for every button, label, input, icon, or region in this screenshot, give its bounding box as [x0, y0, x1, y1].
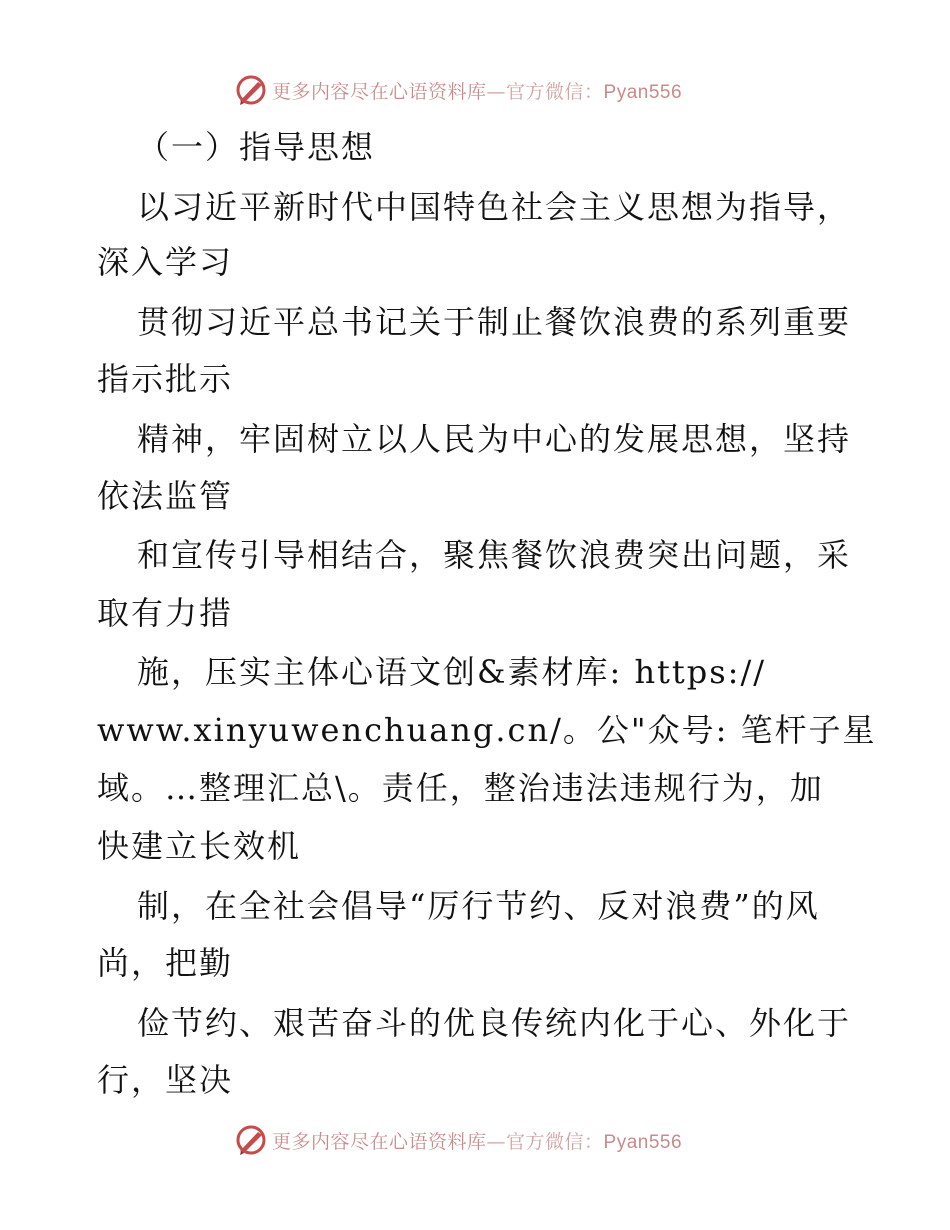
body-line-14: 尚，把勤: [97, 944, 234, 982]
header-watermark: [234, 72, 682, 108]
watermark-wechat-id: Pyan556: [603, 1131, 683, 1153]
pen-logo-icon: [234, 73, 268, 107]
body-line-2: 深入学习: [97, 243, 234, 281]
watermark-official: 官方微信：: [506, 1130, 604, 1153]
body-line-1: 以习近平新时代中国特色社会主义思想为指导，: [137, 188, 852, 226]
watermark-official: 官方微信：: [506, 80, 604, 103]
body-line-4: 指示批示: [97, 360, 234, 398]
pen-logo-icon: [234, 1123, 268, 1157]
section-heading: （一）指导思想: [137, 128, 376, 166]
watermark-dash: —: [486, 1130, 507, 1153]
watermark-wechat-id: Pyan556: [603, 81, 683, 103]
body-line-12: 快建立长效机: [97, 827, 302, 865]
watermark-dash: —: [486, 80, 507, 103]
body-line-6: 依法监管: [97, 477, 234, 515]
watermark-text: [272, 1127, 682, 1154]
body-line-16: 行，坚决: [97, 1061, 234, 1099]
body-line-10: www.xinyuwenchuang.cn/。公"众号: 笔杆子星: [97, 711, 877, 749]
footer-watermark: [234, 1122, 682, 1158]
body-line-3: 贯彻习近平总书记关于制止餐饮浪费的系列重要: [137, 303, 852, 341]
body-line-7: 和宣传引导相结合，聚焦餐饮浪费突出问题，采: [137, 536, 852, 574]
body-line-5: 精神，牢固树立以人民为中心的发展思想，坚持: [137, 420, 852, 458]
body-line-8: 取有力措: [97, 594, 234, 632]
body-line-13: 制，在全社会倡导“厉行节约、反对浪费”的风: [137, 887, 820, 925]
watermark-brand: 更多内容尽在心语资料库: [272, 1130, 487, 1153]
watermark-text: [272, 77, 682, 104]
body-line-9: 施，压实主体心语文创&素材库: https://: [137, 653, 767, 691]
body-line-15: 俭节约、艰苦奋斗的优良传统内化于心、外化于: [137, 1004, 852, 1042]
watermark-brand: 更多内容尽在心语资料库: [272, 80, 487, 103]
body-line-11: 域。…整理汇总\。责任，整治违法违规行为，加: [97, 769, 824, 807]
